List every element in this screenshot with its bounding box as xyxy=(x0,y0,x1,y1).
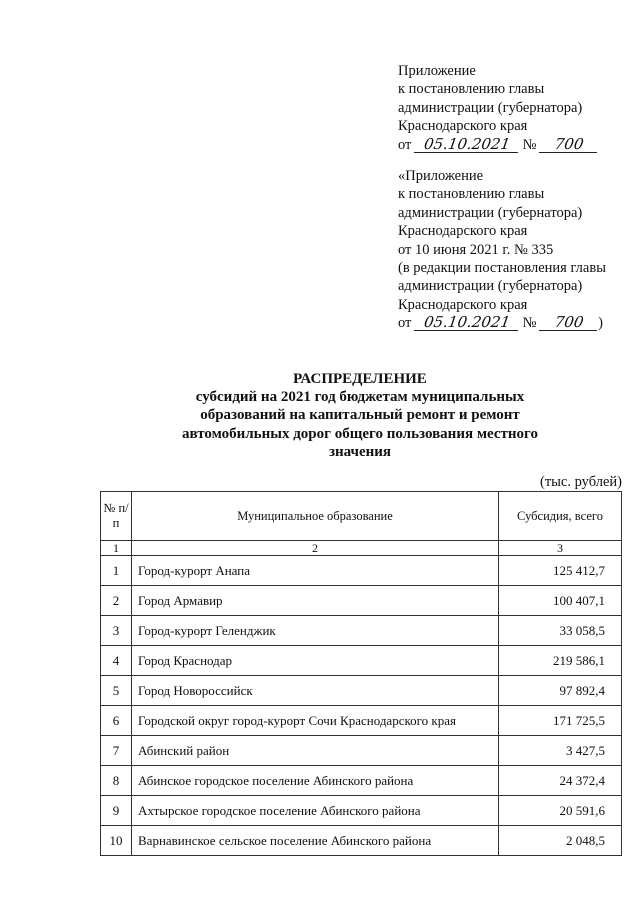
row-number: 3 xyxy=(101,616,132,646)
quoted-line: (в редакции постановления главы xyxy=(398,260,606,277)
handwritten-number: 700 xyxy=(539,315,599,331)
row-municipality: Абинский район xyxy=(132,736,499,766)
row-number: 4 xyxy=(101,646,132,676)
row-number: 7 xyxy=(101,736,132,766)
row-subsidy: 219 586,1 xyxy=(499,646,622,676)
table-row xyxy=(101,706,622,736)
column-number: 1 xyxy=(101,541,132,556)
table-row xyxy=(101,766,622,796)
quoted-line: от 10 июня 2021 г. № 335 xyxy=(398,241,554,258)
table-row xyxy=(101,736,622,766)
column-number-row xyxy=(101,541,622,556)
row-municipality: Городской округ город-курорт Сочи Краснодарского края xyxy=(132,706,499,736)
table-row xyxy=(101,586,622,616)
row-municipality: Варнавинское сельское поселение Абинского района xyxy=(132,826,499,856)
quoted-line: к постановлению главы xyxy=(398,186,545,203)
title-heading: РАСПРЕДЕЛЕНИЕ xyxy=(293,371,427,387)
appendix-line: Приложение xyxy=(398,63,476,79)
quoted-line: Краснодарского края xyxy=(398,223,528,240)
handwritten-number: 700 xyxy=(539,137,599,153)
number-prefix: № xyxy=(522,315,537,332)
row-municipality: Ахтырское городское поселение Абинского района xyxy=(132,796,499,826)
quoted-appendix-header xyxy=(398,167,606,333)
date-prefix: от xyxy=(398,136,412,153)
row-municipality: Город Новороссийск xyxy=(132,676,499,706)
appendix-date-line xyxy=(398,136,598,154)
row-subsidy: 97 892,4 xyxy=(499,676,622,706)
row-municipality: Город Краснодар xyxy=(132,646,499,676)
appendix-line: администрации (губернатора) xyxy=(398,99,583,116)
row-number: 8 xyxy=(101,766,132,796)
row-subsidy: 24 372,4 xyxy=(499,766,622,796)
date-prefix: от xyxy=(398,315,412,332)
column-number: 2 xyxy=(132,541,499,556)
row-municipality: Город-курорт Геленджик xyxy=(132,616,499,646)
quoted-date-line xyxy=(398,314,606,332)
row-subsidy: 171 725,5 xyxy=(499,706,622,736)
quoted-line: администрации (губернатора) xyxy=(398,278,583,295)
table-row xyxy=(101,826,622,856)
title-line: значения xyxy=(328,443,392,460)
table-row xyxy=(101,616,622,646)
row-municipality: Город Армавир xyxy=(132,586,499,616)
handwritten-date: 05.10.2021 xyxy=(414,315,520,331)
row-subsidy: 125 412,7 xyxy=(499,556,622,586)
row-number: 10 xyxy=(101,826,132,856)
appendix-header xyxy=(398,62,598,154)
row-number: 9 xyxy=(101,796,132,826)
closing-paren: ) xyxy=(598,315,603,332)
table-row xyxy=(101,796,622,826)
row-number: 5 xyxy=(101,676,132,706)
table-row xyxy=(101,556,622,586)
row-subsidy: 2 048,5 xyxy=(499,826,622,856)
title-line: автомобильных дорог общего пользования местного xyxy=(181,425,538,442)
row-number: 6 xyxy=(101,706,132,736)
handwritten-date: 05.10.2021 xyxy=(414,137,520,153)
row-number: 1 xyxy=(101,556,132,586)
number-prefix: № xyxy=(522,136,537,153)
title-line: субсидий на 2021 год бюджетам муниципальных xyxy=(195,389,525,406)
quoted-line: Краснодарского края xyxy=(398,296,528,313)
units-label: (тыс. рублей) xyxy=(540,474,622,490)
header-subsidy: Субсидия, всего xyxy=(499,492,622,541)
row-subsidy: 100 407,1 xyxy=(499,586,622,616)
appendix-line: к постановлению главы xyxy=(398,81,545,98)
table-row xyxy=(101,676,622,706)
header-number: № п/п xyxy=(101,492,132,541)
row-subsidy: 20 591,6 xyxy=(499,796,622,826)
quoted-line: «Приложение xyxy=(398,168,484,184)
title-line: образований на капитальный ремонт и ремонт xyxy=(200,407,520,424)
appendix-line: Краснодарского края xyxy=(398,118,528,135)
document-title xyxy=(140,370,580,461)
column-number: 3 xyxy=(499,541,622,556)
row-number: 2 xyxy=(101,586,132,616)
row-subsidy: 3 427,5 xyxy=(499,736,622,766)
subsidy-table xyxy=(100,491,622,856)
row-municipality: Абинское городское поселение Абинского района xyxy=(132,766,499,796)
table-header-row xyxy=(101,492,622,541)
quoted-line: администрации (губернатора) xyxy=(398,204,583,221)
header-municipality: Муниципальное образование xyxy=(132,492,499,541)
row-municipality: Город-курорт Анапа xyxy=(132,556,499,586)
table-row xyxy=(101,646,622,676)
row-subsidy: 33 058,5 xyxy=(499,616,622,646)
